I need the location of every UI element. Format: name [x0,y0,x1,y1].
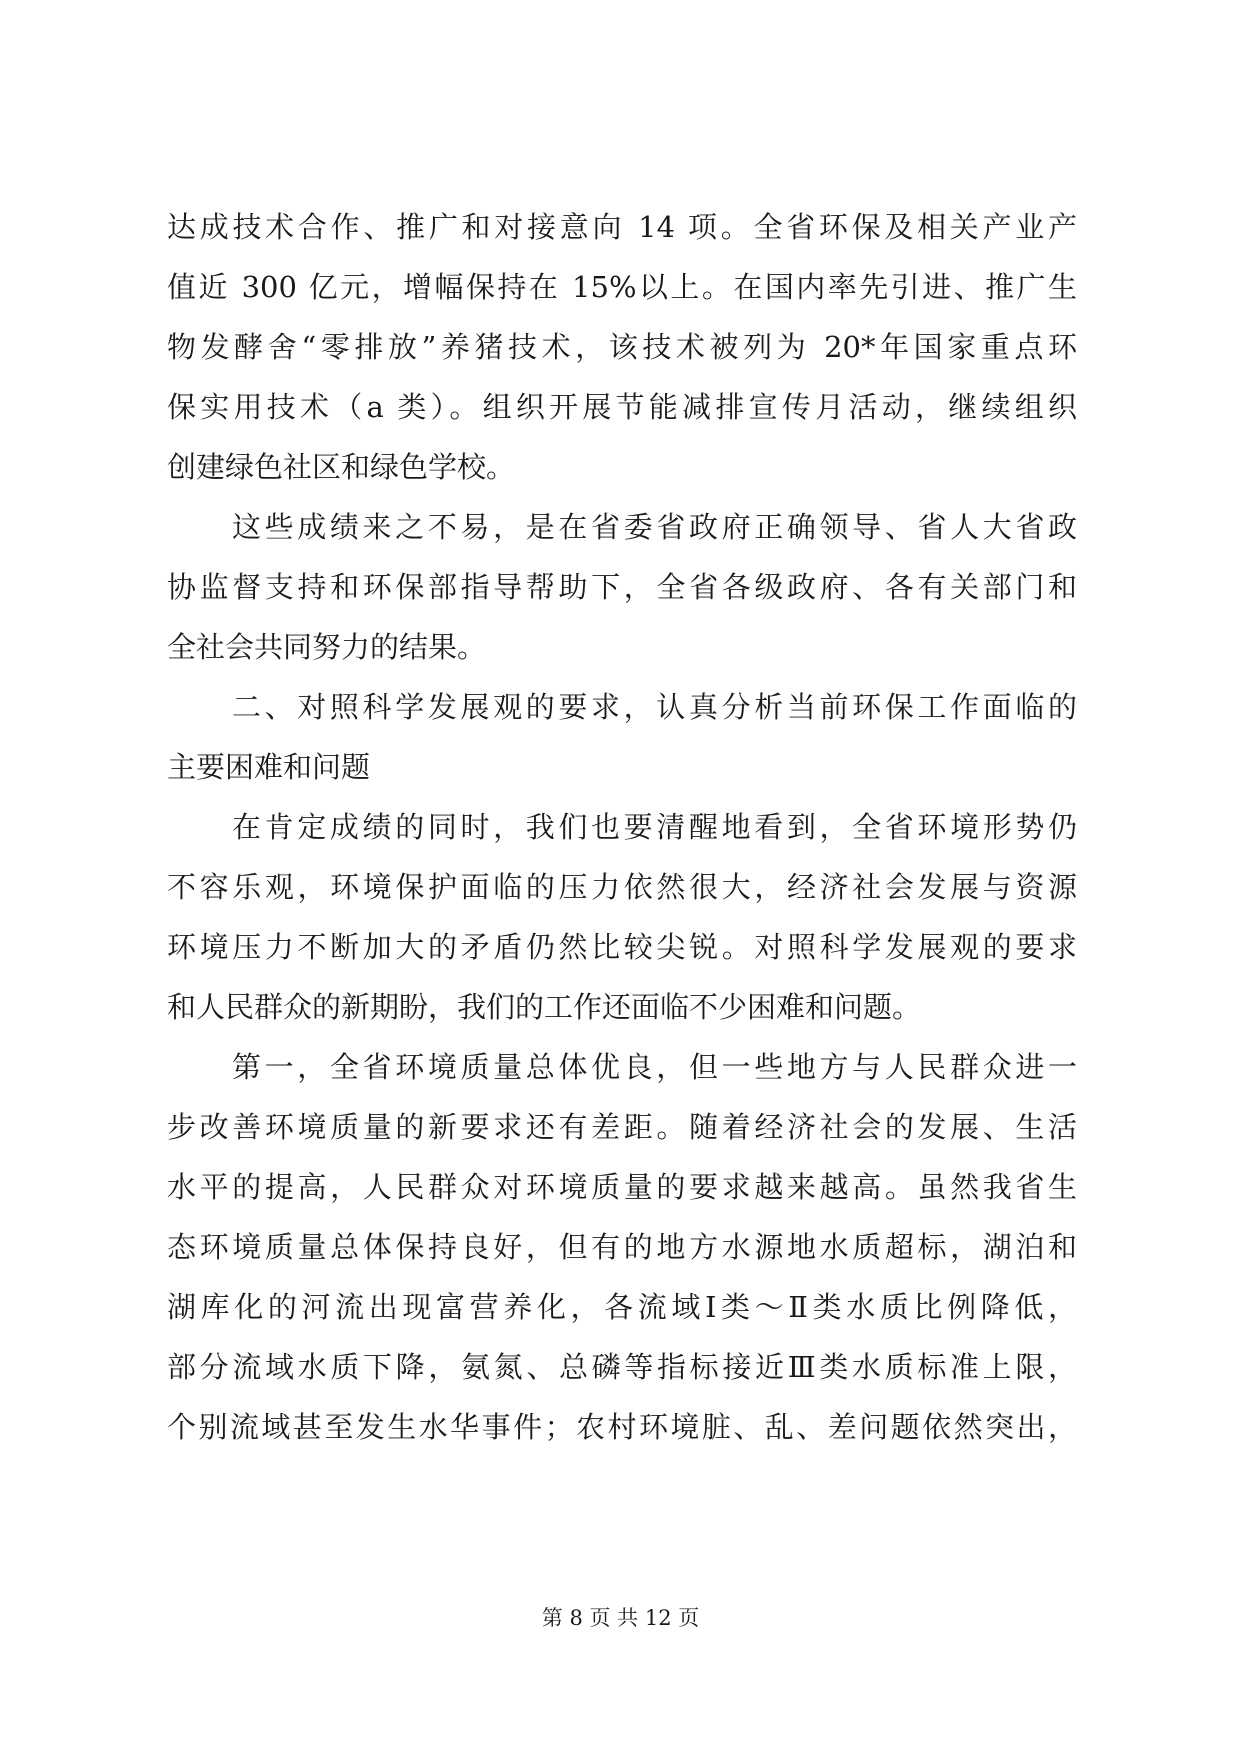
body-line-21: 个别流域甚至发生水华事件；农村环境脏、乱、差问题依然突出， [167,1410,1077,1444]
body-line-4: 保实用技术（a 类）。组织开展节能减排宣传月活动，继续组织 [167,390,1077,424]
section-heading-line-1: 二、对照科学发展观的要求，认真分析当前环保工作面临的 [232,690,1077,724]
body-line-19: 湖库化的河流出现富营养化，各流域Ⅰ类～Ⅱ类水质比例降低， [167,1290,1077,1324]
body-line-1: 达成技术合作、推广和对接意向 14 项。全省环保及相关产业产 [167,210,1077,244]
body-line-16: 步改善环境质量的新要求还有差距。随着经济社会的发展、生活 [167,1110,1077,1144]
body-line-8: 全社会共同努力的结果。 [167,630,487,664]
body-line-13: 环境压力不断加大的矛盾仍然比较尖锐。对照科学发展观的要求 [167,930,1077,964]
body-line-18: 态环境质量总体保持良好，但有的地方水源地水质超标，湖泊和 [167,1230,1077,1264]
body-line-14: 和人民群众的新期盼，我们的工作还面临不少困难和问题。 [167,990,922,1024]
body-line-11: 在肯定成绩的同时，我们也要清醒地看到，全省环境形势仍 [232,810,1077,844]
body-line-15: 第一，全省环境质量总体优良，但一些地方与人民群众进一 [232,1050,1077,1084]
body-line-5: 创建绿色社区和绿色学校。 [167,450,516,484]
body-line-6: 这些成绩来之不易，是在省委省政府正确领导、省人大省政 [232,510,1077,544]
body-line-3: 物发酵舍“零排放”养猪技术，该技术被列为 20*年国家重点环 [167,330,1077,364]
body-line-17: 水平的提高，人民群众对环境质量的要求越来越高。虽然我省生 [167,1170,1077,1204]
body-line-12: 不容乐观，环境保护面临的压力依然很大，经济社会发展与资源 [167,870,1077,904]
body-line-2: 值近 300 亿元，增幅保持在 15%以上。在国内率先引进、推广生 [167,270,1077,304]
body-line-20: 部分流域水质下降，氨氮、总磷等指标接近Ⅲ类水质标准上限， [167,1350,1077,1384]
section-heading-line-2: 主要困难和问题 [167,750,371,784]
body-line-7: 协监督支持和环保部指导帮助下，全省各级政府、各有关部门和 [167,570,1077,604]
page-number-footer: 第 8 页 共 12 页 [541,1606,700,1630]
